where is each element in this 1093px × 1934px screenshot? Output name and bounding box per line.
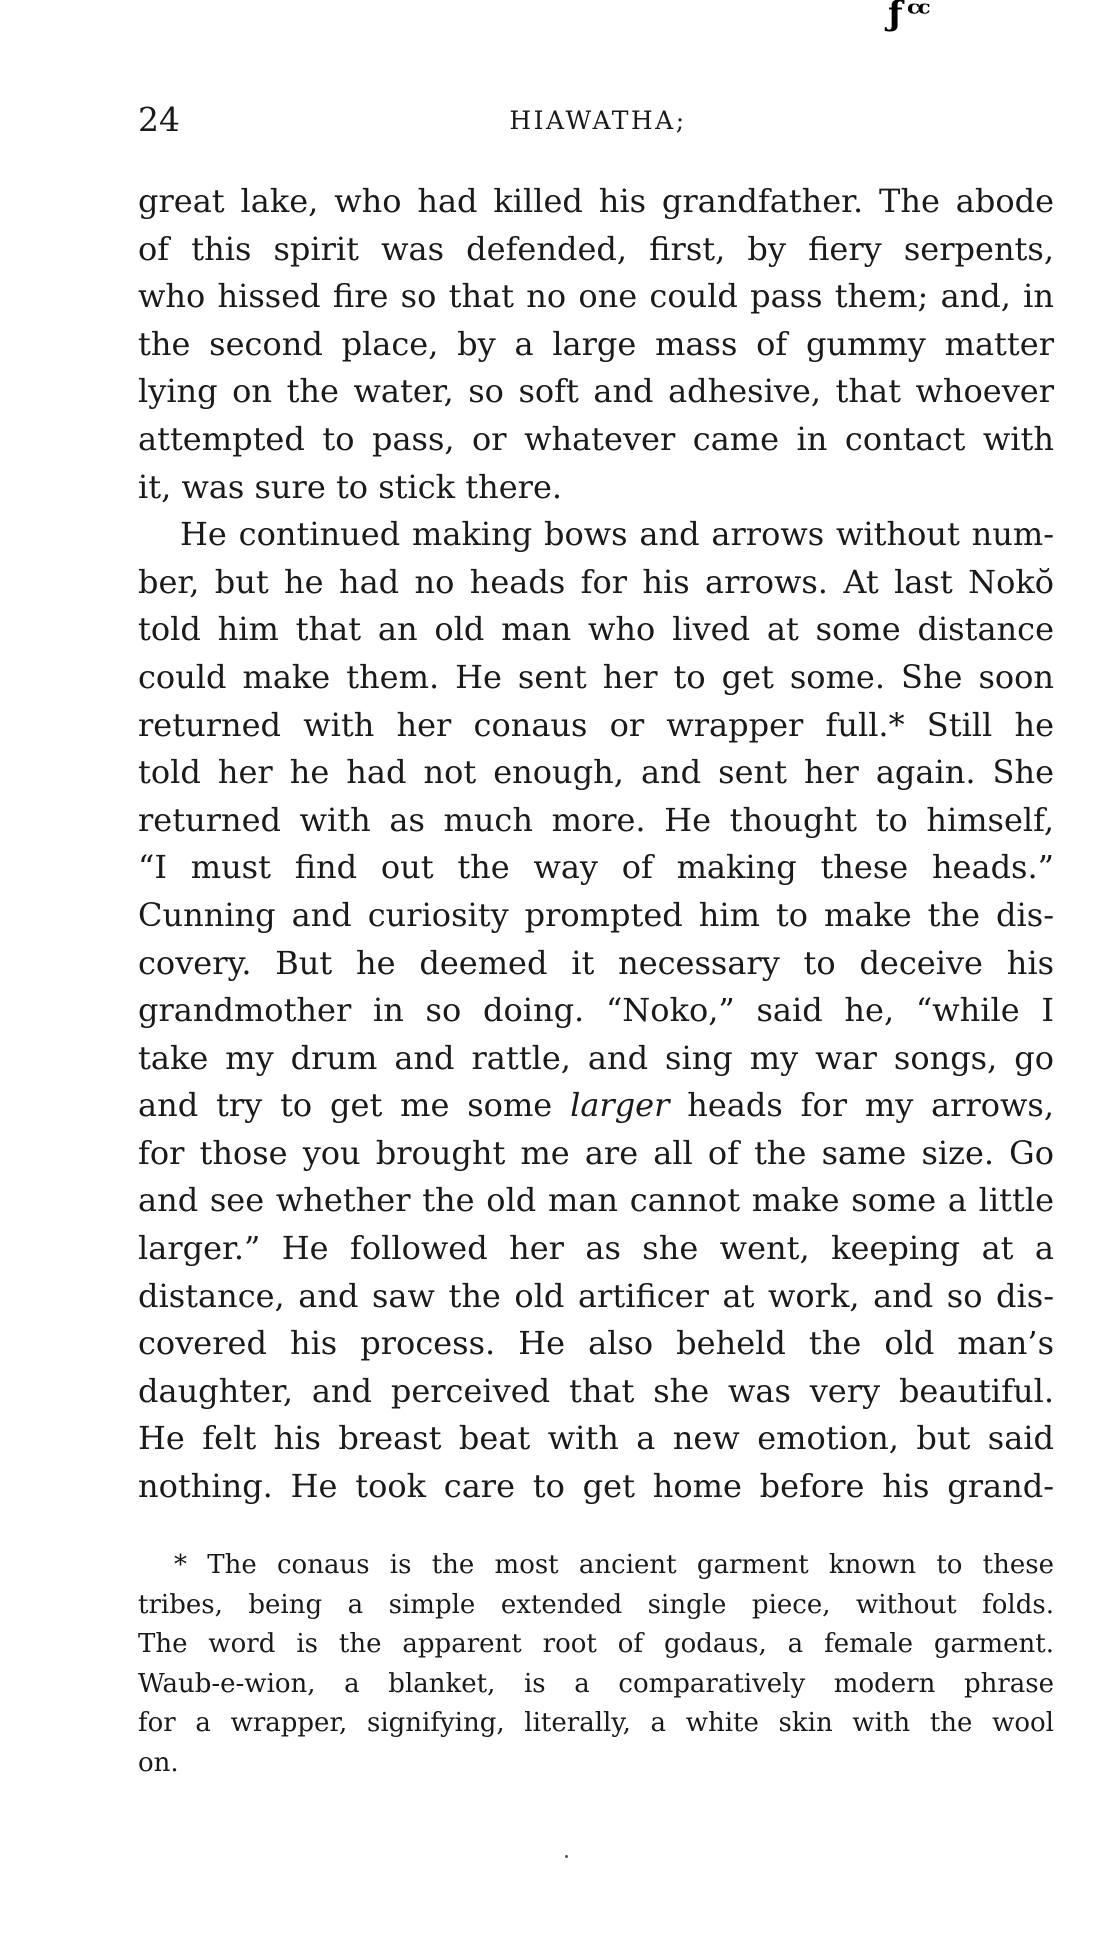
text-line: nothing. He took care to get home before his grand-: [138, 1467, 1054, 1506]
text-line: ber, but he had no heads for his arrows. At last Nokŏ: [138, 562, 1054, 601]
footnote-line: Waub-e-wion, a blanket, is a comparatively modern phrase: [138, 1668, 1054, 1699]
footnote-line: for a wrapper, signifying, literally, a white skin with the wool: [138, 1708, 1054, 1739]
text-line: larger.” He followed her as she went, keeping at a: [138, 1229, 1054, 1268]
text-line: the second place, by a large mass of gummy matter: [138, 324, 1054, 363]
text-line: returned with her conaus or wrapper full.* Still he: [138, 705, 1054, 744]
text-line: and see whether the old man cannot make some a little: [138, 1181, 1054, 1220]
text-line: “I must find out the way of making these heads.”: [138, 848, 1054, 887]
text-line: of this spirit was defended, first, by fiery serpents,: [138, 229, 1054, 268]
text-line: distance, and saw the old artificer at work, and so dis-: [138, 1276, 1054, 1315]
page-number: 24: [138, 100, 180, 139]
page-header: [138, 100, 1058, 140]
footnote: [138, 1546, 1054, 1784]
text-line: for those you brought me are all of the same size. Go: [138, 1133, 1054, 1172]
text-line: covery. But he deemed it necessary to deceive his: [138, 943, 1054, 982]
text-line: Cunning and curiosity prompted him to make the dis-: [138, 895, 1054, 934]
footnote-line: on.: [138, 1747, 179, 1778]
text-line: take my drum and rattle, and sing my war songs, go: [138, 1038, 1054, 1077]
paragraph-end-line: it, was sure to stick there.: [138, 467, 563, 506]
text-line: lying on the water, so soft and adhesive, that whoever: [138, 372, 1054, 411]
text-line: daughter, and perceived that she was very beautiful.: [138, 1371, 1054, 1410]
body-text: [138, 178, 1054, 1511]
footnote-line: tribes, being a simple extended single piece, without folds.: [138, 1589, 1054, 1620]
footnote-line: The word is the apparent root of godaus, a female garment.: [138, 1629, 1054, 1660]
running-title: HIAWATHA;: [509, 106, 687, 135]
footnote-line: * The conaus is the most ancient garment known to these: [174, 1550, 1054, 1580]
paragraph-start-line: He continued making bows and arrows without num-: [180, 515, 1054, 554]
text-line: returned with as much more. He thought to himself,: [138, 800, 1054, 839]
italic-word: larger: [570, 1086, 670, 1125]
text-line: told him that an old man who lived at some distance: [138, 610, 1054, 649]
text-line: could make them. He sent her to get some. She soon: [138, 657, 1054, 696]
text-line: attempted to pass, or whatever came in contact with: [138, 419, 1054, 458]
text-line: great lake, who had killed his grandfather. The abode: [138, 182, 1054, 220]
page-corner-mark: ƒ ᶜᶜ: [888, 0, 928, 34]
text-line: grandmother in so doing. “Noko,” said he, “while I: [138, 991, 1054, 1030]
line-end: heads for my arrows,: [687, 1086, 1055, 1125]
text-line: covered his process. He also beheld the old man’s: [138, 1324, 1054, 1363]
speck-decoration: [565, 1855, 568, 1858]
line-start: and try to get me some: [138, 1086, 553, 1125]
text-line: told her he had not enough, and sent her again. She: [138, 753, 1054, 792]
text-line: He felt his breast beat with a new emotion, but said: [138, 1419, 1054, 1458]
text-line: who hissed fire so that no one could pass them; and, in: [138, 277, 1054, 316]
text-line: [138, 1082, 1054, 1130]
